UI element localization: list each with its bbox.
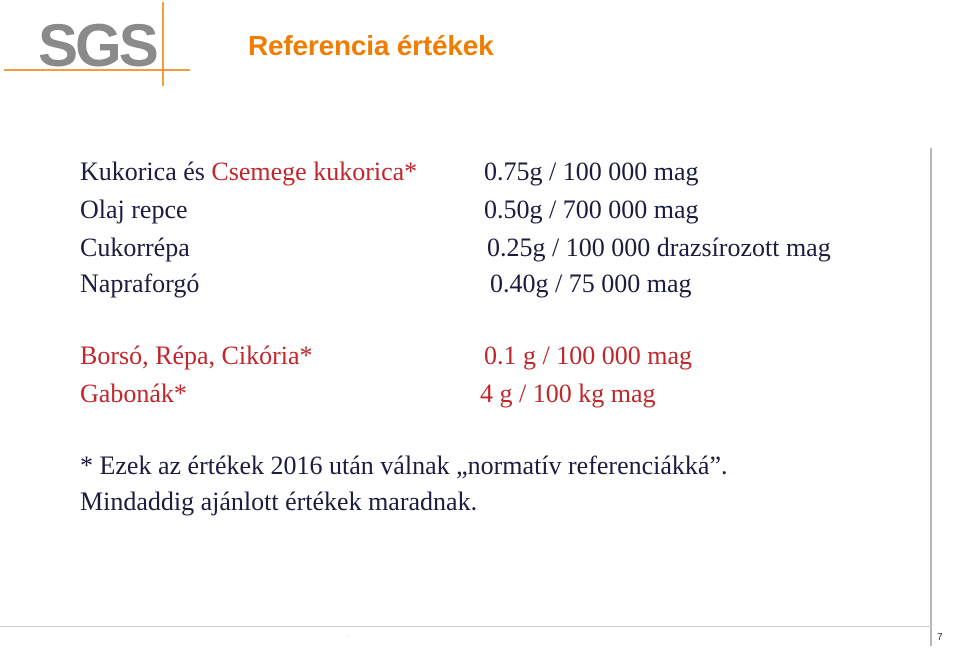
row-value: 0.1 g / 100 000 mag bbox=[484, 341, 692, 370]
footer-divider bbox=[0, 626, 931, 627]
row-name: Olaj repce bbox=[80, 195, 188, 224]
row-name: Napraforgó bbox=[80, 269, 200, 298]
row-value: 0.50g / 700 000 mag bbox=[484, 195, 699, 224]
row-kukorica bbox=[80, 157, 417, 187]
page-title: Referencia értékek bbox=[248, 30, 494, 61]
row-name-highlight: Csemege kukorica* bbox=[211, 157, 418, 186]
sgs-logo bbox=[0, 0, 200, 90]
row-value: 0.40g / 75 000 mag bbox=[490, 269, 692, 298]
row-name: Gabonák* bbox=[80, 379, 187, 408]
row-value: 4 g / 100 kg mag bbox=[480, 379, 656, 408]
row-value: 0.25g / 100 000 drazsírozott mag bbox=[487, 233, 831, 262]
row-name: Kukorica és bbox=[80, 157, 212, 186]
row-value: 0.75g / 100 000 mag bbox=[484, 157, 699, 186]
note-line-1: * Ezek az értékek 2016 után válnak „normatív referenciákká”. bbox=[80, 451, 728, 480]
row-name: Cukorrépa bbox=[80, 233, 190, 262]
vertical-divider bbox=[930, 148, 932, 646]
row-name: Borsó, Répa, Cikória* bbox=[80, 341, 313, 370]
logo-text: SGS bbox=[38, 12, 156, 79]
note-line-2: Mindaddig ajánlott értékek maradnak. bbox=[80, 487, 478, 516]
page-number: 7 bbox=[937, 632, 943, 643]
footer-dot: . bbox=[347, 633, 349, 639]
